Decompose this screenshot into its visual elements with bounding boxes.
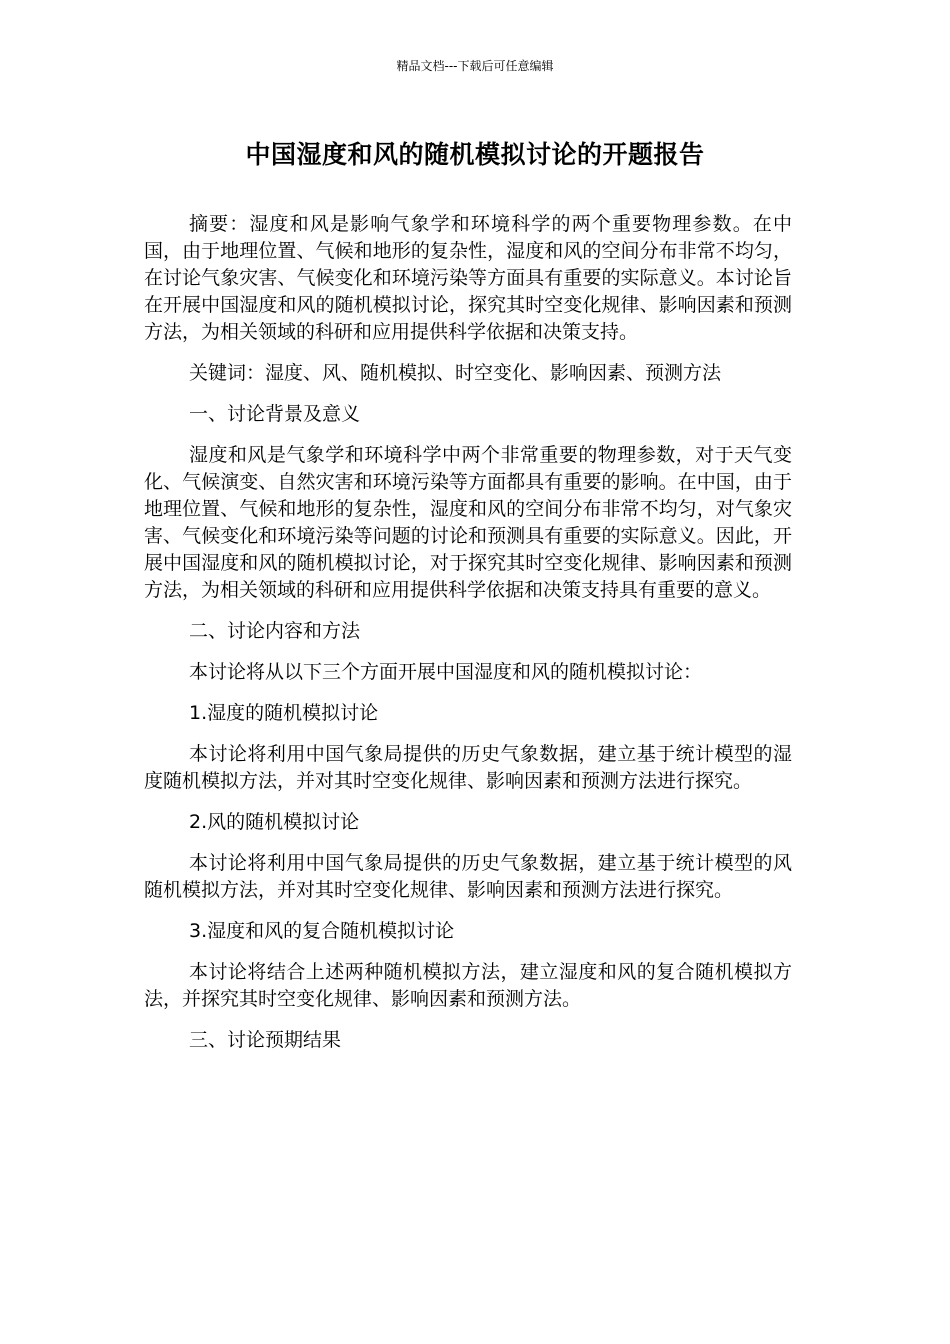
abstract-paragraph: 摘要：湿度和风是影响气象学和环境科学的两个重要物理参数。在中国，由于地理位置、气候和地形的复杂性，湿度和风的空间分布非常不均匀，在讨论气象灾害、气候变化和环境污染等方面具有重要的实际意义。本讨论旨在开展中国湿度和风的随机模拟讨论，探究其时空变化规律、影响因素和预测方法，为相关领域的科研和应用提供科学依据和决策支持。 — [144, 213, 792, 343]
page-header: 精品文档---下载后可任意编辑 — [396, 59, 554, 73]
content-intro-paragraph: 本讨论将从以下三个方面开展中国湿度和风的随机模拟讨论： — [189, 661, 703, 683]
background-paragraph: 湿度和风是气象学和环境科学中两个非常重要的物理参数，对于天气变化、气候演变、自然灾害和环境污染等方面都具有重要的影响。在中国，由于地理位置、气候和地形的复杂性，湿度和风的空间分布非常不均匀，对气象灾害、气候变化和环境污染等问题的讨论和预测具有重要的实际意义。因此，开展中国湿度和风的随机模拟讨论，对于探究其时空变化规律、影响因素和预测方法，为相关领域的科研和应用提供科学依据和决策支持具有重要的意义。 — [144, 444, 792, 601]
section-heading-expected-results: 三、讨论预期结果 — [189, 1029, 342, 1051]
document-body — [144, 211, 792, 1068]
document-title: 中国湿度和风的随机模拟讨论的开题报告 — [245, 140, 705, 169]
wind-paragraph: 本讨论将利用中国气象局提供的历史气象数据，建立基于统计模型的风随机模拟方法，并对其时空变化规律、影响因素和预测方法进行探究。 — [144, 852, 792, 901]
subheading-composite: 3.湿度和风的复合随机模拟讨论 — [189, 920, 455, 942]
section-heading-content-methods: 二、讨论内容和方法 — [189, 620, 361, 642]
section-heading-background: 一、讨论背景及意义 — [189, 403, 361, 425]
keywords-paragraph: 关键词：湿度、风、随机模拟、时空变化、影响因素、预测方法 — [189, 362, 722, 384]
subheading-humidity: 1.湿度的随机模拟讨论 — [189, 702, 379, 724]
subheading-wind: 2.风的随机模拟讨论 — [189, 811, 360, 833]
composite-paragraph: 本讨论将结合上述两种随机模拟方法，建立湿度和风的复合随机模拟方法，并探究其时空变化规律、影响因素和预测方法。 — [144, 961, 792, 1010]
humidity-paragraph: 本讨论将利用中国气象局提供的历史气象数据，建立基于统计模型的湿度随机模拟方法，并对其时空变化规律、影响因素和预测方法进行探究。 — [144, 743, 792, 792]
